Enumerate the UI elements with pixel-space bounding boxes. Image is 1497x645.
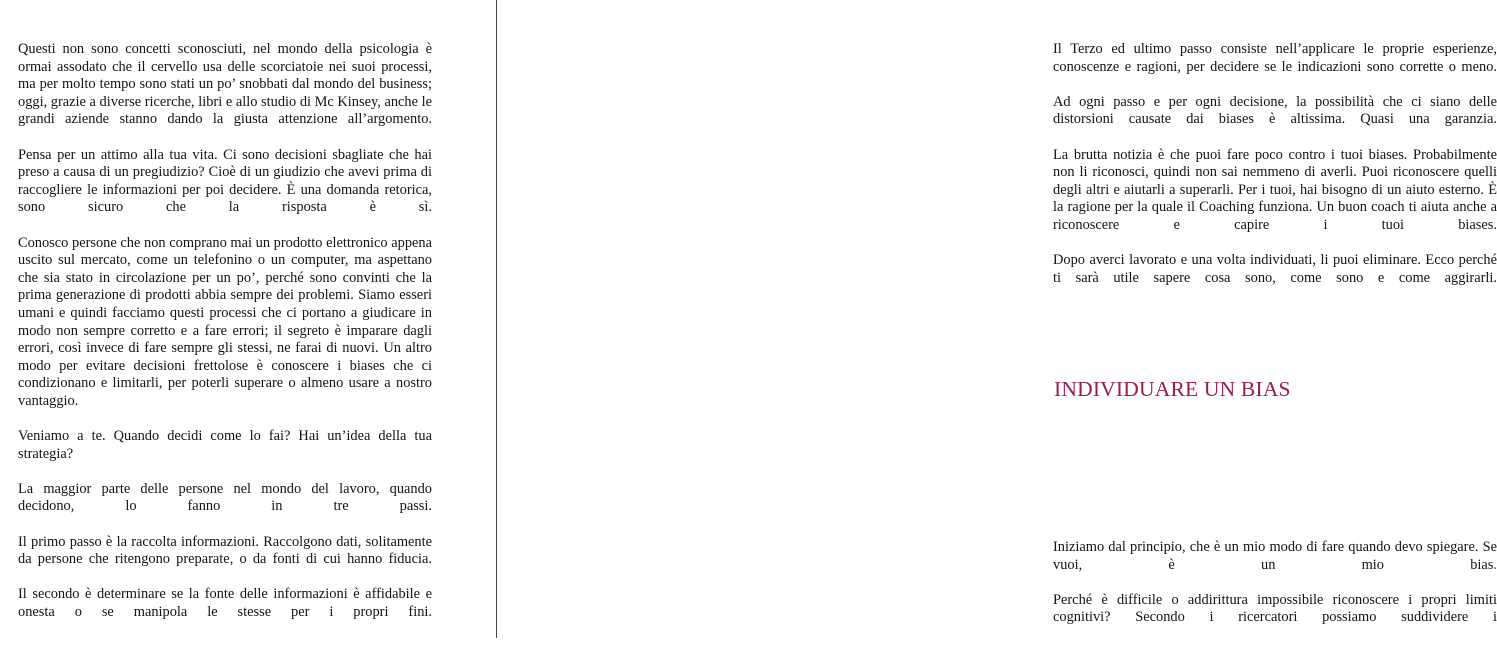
paragraph: Perché è difficile o addirittura impossibile riconoscere i propri limiti cognitivi? Secondo i ricercatori possiamo suddividere i	[1053, 591, 1497, 626]
paragraph-text: Iniziamo dal principio, che è un mio modo di fare quando devo spiegare. Se vuoi, è un mio bias	[1053, 539, 1497, 573]
page-left	[0, 0, 496, 638]
paragraph: La maggior parte delle persone nel mondo del lavoro, quando decidono, lo fanno in tre passi.	[18, 480, 432, 515]
paragraph: Dopo averci lavorato e una volta individuati, li puoi eliminare. Ecco perché ti sarà utile sapere cosa sono, come sono e come aggirarli.	[1053, 252, 1497, 286]
paragraph: Pensa per un attimo alla tua vita. Ci sono decisioni sbagliate che hai preso a causa di un pregiudizio? Cioè di un giudizio che avevi prima di raccogliere le informazioni per poi decidere. È una domanda retorica, sono sicuro che la risposta è sì.	[18, 146, 432, 216]
paragraph: Ad ogni passo e per ogni decisione, la possibilità che ci siano delle distorsioni causate dai biases è altissima. Quasi una garanzia.	[1053, 93, 1497, 128]
left-column-text	[18, 41, 432, 639]
paragraph: Il primo passo è la raccolta informazioni. Raccolgono dati, solitamente da persone che ritengono preparate, o da fonti di cui hanno fiducia.	[18, 533, 432, 568]
paragraph: Questi non sono concetti sconosciuti, nel mondo della psicologia è ormai assodato che il cervello usa delle scorciatoie nei suoi processi, ma per molto tempo sono stati un po’ snobbati dal mondo del business; oggi, grazie a diverse ricerche, libri e allo studio di Mc Kinsey, anche le grandi aziende stanno dando la giusta attenzione all’argomento.	[18, 41, 432, 128]
paragraph: La brutta notizia è che puoi fare poco contro i tuoi biases. Probabilmente non li riconosci, quindi non sai nemmeno di averli. Puoi riconoscere quelli degli altri e aiutarli a superarli. Per i tuoi, hai bisogno di un aiuto esterno. È la ragione per la quale il Coaching funziona. Un buon coach ti aiuta anche a riconoscere e capire i tuoi biases.	[1053, 146, 1497, 233]
paragraph	[1053, 539, 1497, 592]
paragraph: Il secondo è determinare se la fonte delle informazioni è affidabile e onesta o se manipola le stesse per i propri fini.	[18, 586, 432, 620]
section-heading: INDIVIDUARE UN BIAS	[1054, 376, 1291, 401]
right-column-text-lower	[1053, 539, 1497, 645]
paragraph: Conosco persone che non comprano mai un prodotto elettronico appena uscito sul mercato, come un telefonino o un computer, ma aspettano che sia stato in circolazione per un po’, perché sono convinti che la prima generazione di prodotti abbia sempre dei problemi. Siamo esseri umani e quindi facciamo questi processi che ci portano a giudicare in modo non sempre corretto e a fare errori; il segreto è imparare dagli errori, così invece di fare sempre gli stessi, ne farai di nuovi. Un altro modo per evitare decisioni frettolose è conoscere i biases che ci condizionano e limitarli, per poterli superare o almeno usare a nostro vantaggio.	[18, 234, 432, 409]
right-column-text-upper	[1053, 41, 1497, 305]
paragraph: Il Terzo ed ultimo passo consiste nell’applicare le proprie esperienze, conoscenze e ragioni, per decidere se le indicazioni sono corrette o meno.	[1053, 41, 1497, 75]
footnote-link-marker[interactable]: .	[1493, 556, 1497, 573]
page-right	[497, 0, 1497, 638]
paragraph: Veniamo a te. Quando decidi come lo fai? Hai un’idea della tua strategia?	[18, 428, 432, 462]
